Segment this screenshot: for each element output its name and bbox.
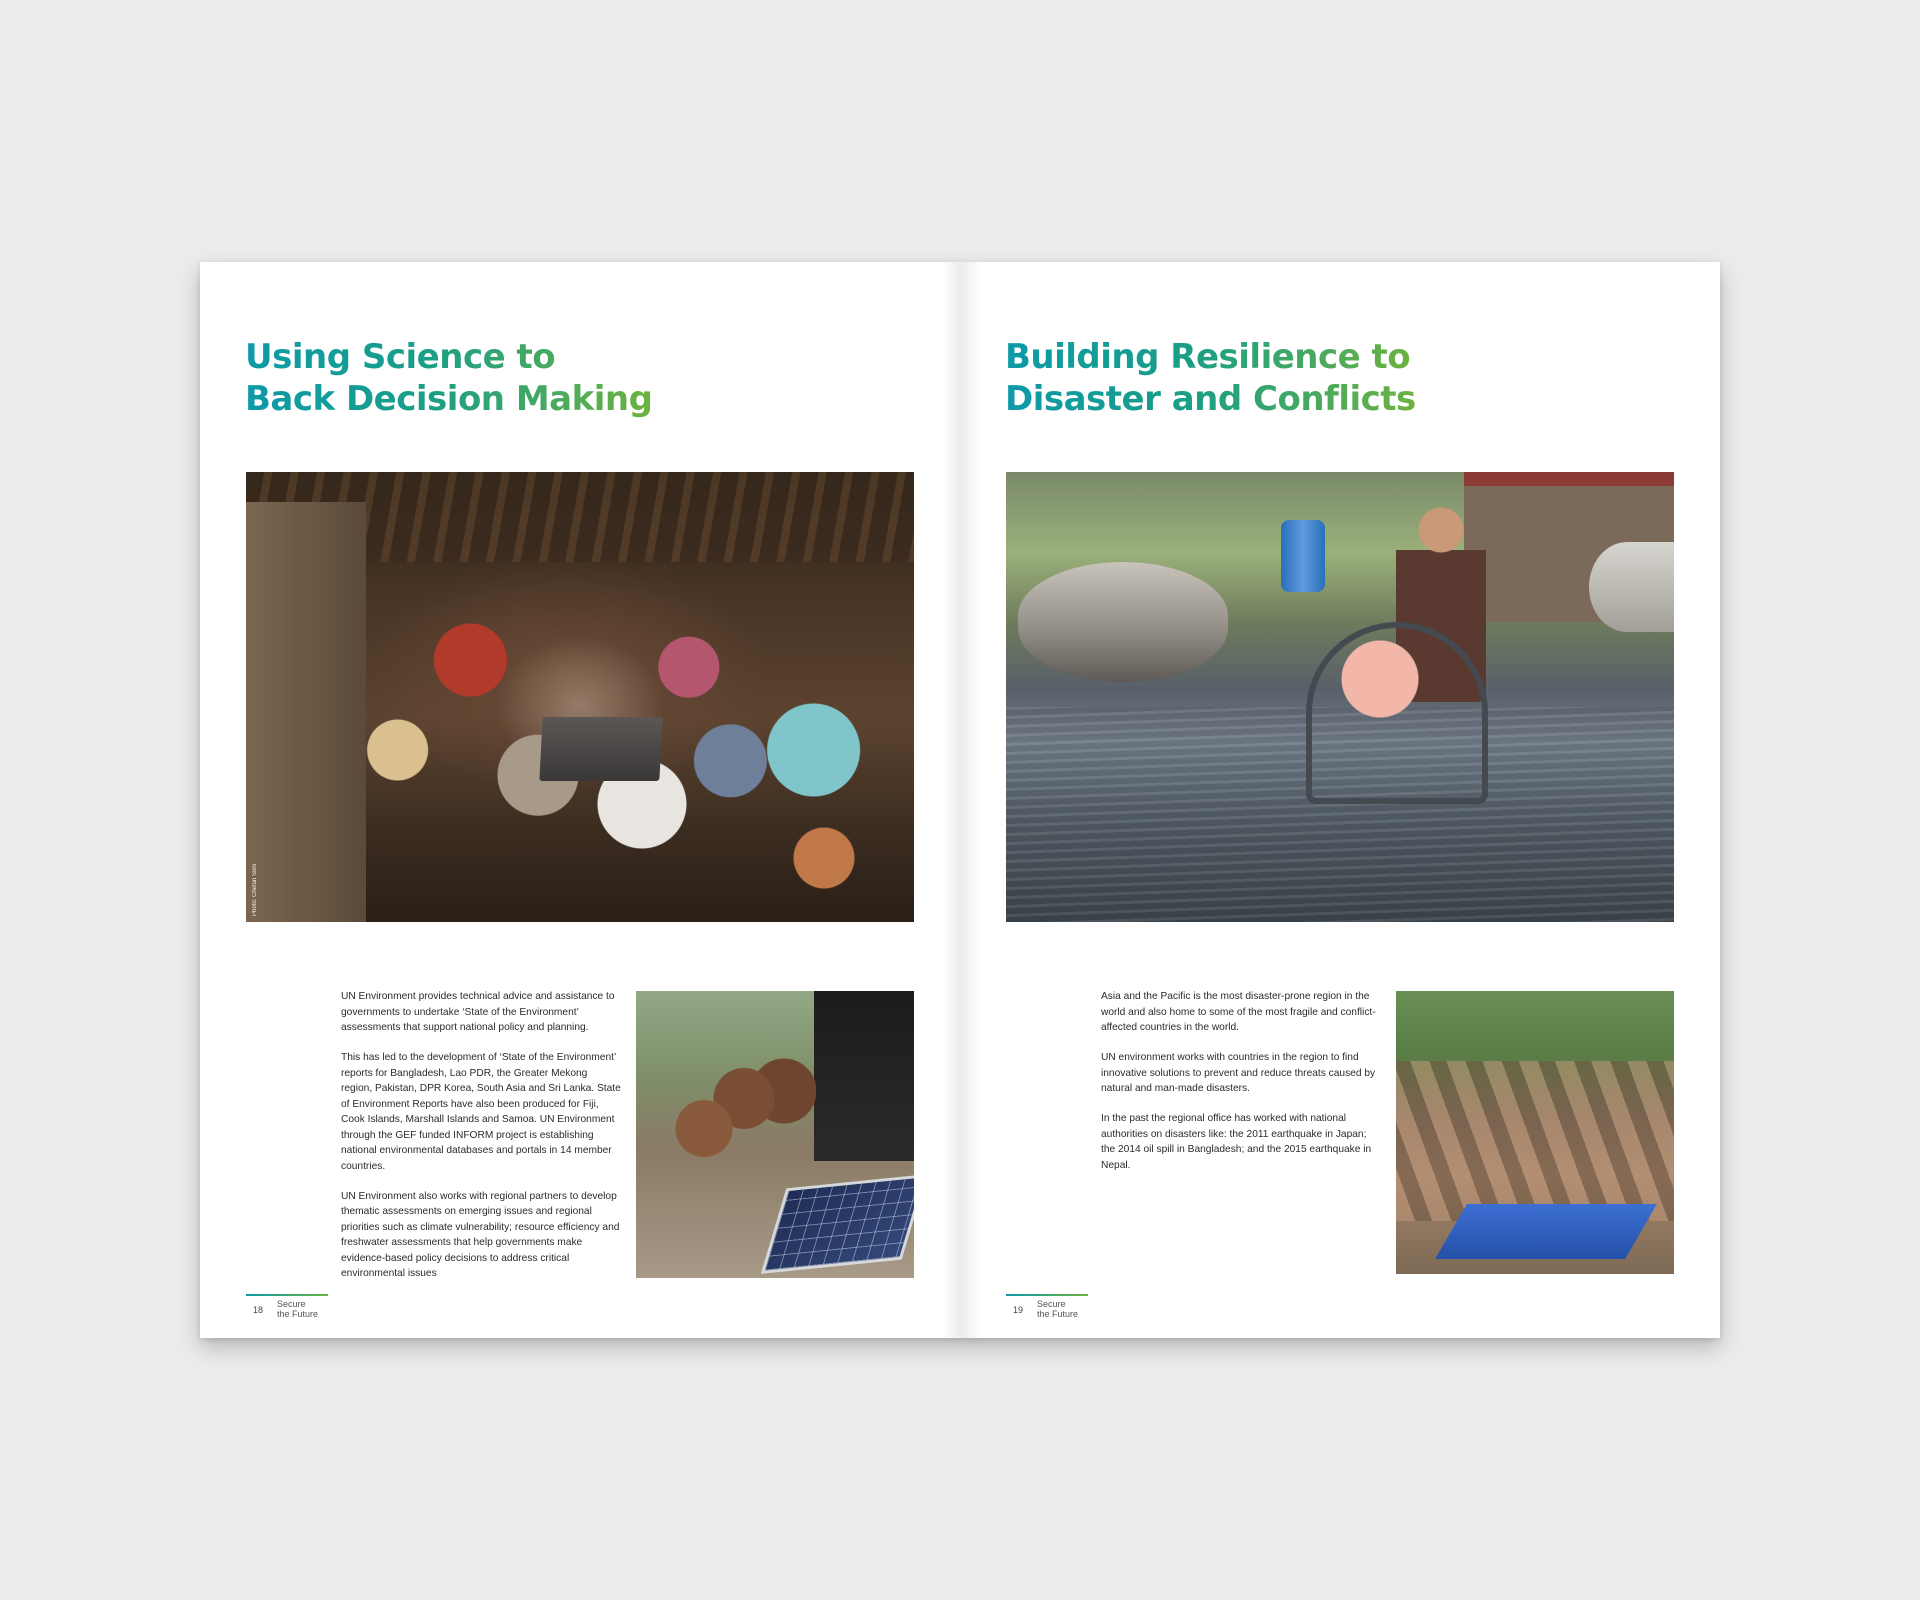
footer-label bbox=[1037, 1299, 1107, 1319]
footer-rule bbox=[1006, 1294, 1088, 1296]
flood-wheelchair-photo bbox=[1006, 472, 1674, 922]
body-text bbox=[341, 989, 621, 1296]
body-text bbox=[1101, 989, 1381, 1188]
title-line-1: Building Resilience to bbox=[1005, 337, 1411, 377]
right-page bbox=[960, 262, 1720, 1338]
paragraph: UN Environment provides technical advice and assistance to governments to undertake ‘State of the Environment’ assessments that support national policy and planning. bbox=[341, 991, 615, 1033]
footer-label-line-1: Secure bbox=[277, 1299, 306, 1309]
title-line-2: Disaster and Conflicts bbox=[1005, 379, 1416, 419]
footer-rule bbox=[246, 1294, 328, 1296]
title-line-2: Back Decision Making bbox=[245, 379, 653, 419]
page-title bbox=[1005, 336, 1416, 420]
footer-label-line-2: the Future bbox=[1037, 1309, 1079, 1319]
earthquake-village-photo bbox=[1396, 991, 1674, 1274]
page-title bbox=[245, 336, 652, 420]
children-laptop-photo bbox=[246, 472, 914, 922]
solar-panel-photo bbox=[636, 991, 914, 1278]
left-page bbox=[200, 262, 960, 1338]
wheelchair-shape bbox=[1306, 622, 1488, 804]
paragraph: In the past the regional office has worked with national authorities on disasters like: the 2011 earthquake in Japan; the 2014 oil spill in Bangladesh; and the 2015 earthquake in Nepal. bbox=[1101, 1113, 1372, 1171]
footer-label-line-1: Secure bbox=[1037, 1299, 1066, 1309]
paragraph: UN environment works with countries in the region to find innovative solutions to prevent and reduce threats caused by natural and man-made disasters. bbox=[1101, 1052, 1376, 1094]
footer-label-line-2: the Future bbox=[277, 1309, 319, 1319]
photo-credit: Photo: Chetan Soni bbox=[252, 863, 258, 916]
page-number: 18 bbox=[253, 1305, 264, 1315]
paragraph: Asia and the Pacific is the most disaster-prone region in the world and also home to some of the most fragile and conflict-affected countries in the world. bbox=[1101, 991, 1376, 1033]
laptop-shape bbox=[539, 717, 662, 781]
footer-label bbox=[277, 1299, 347, 1319]
title-line-1: Using Science to bbox=[245, 337, 556, 377]
paragraph: This has led to the development of ‘State of the Environment’ reports for Bangladesh, Lao PDR, the Greater Mekong region, Pakistan, DPR Korea, South Asia and Sri Lanka. State of Environment Reports have also been produced for Fiji, Cook Islands, Marshall Islands and Samoa. UN Environment through the GEF funded INFORM project is establishing national environmental databases and portals in 14 member countries. bbox=[341, 1052, 621, 1172]
page-number: 19 bbox=[1013, 1305, 1024, 1315]
paragraph: UN Environment also works with regional partners to develop thematic assessments on emerging issues and regional priorities such as climate vulnerability; resource efficiency and freshwater assessments that help governments make evidence-based policy decisions to address critical environmental issues bbox=[341, 1190, 620, 1279]
blue-tarp-shape bbox=[1435, 1204, 1657, 1259]
